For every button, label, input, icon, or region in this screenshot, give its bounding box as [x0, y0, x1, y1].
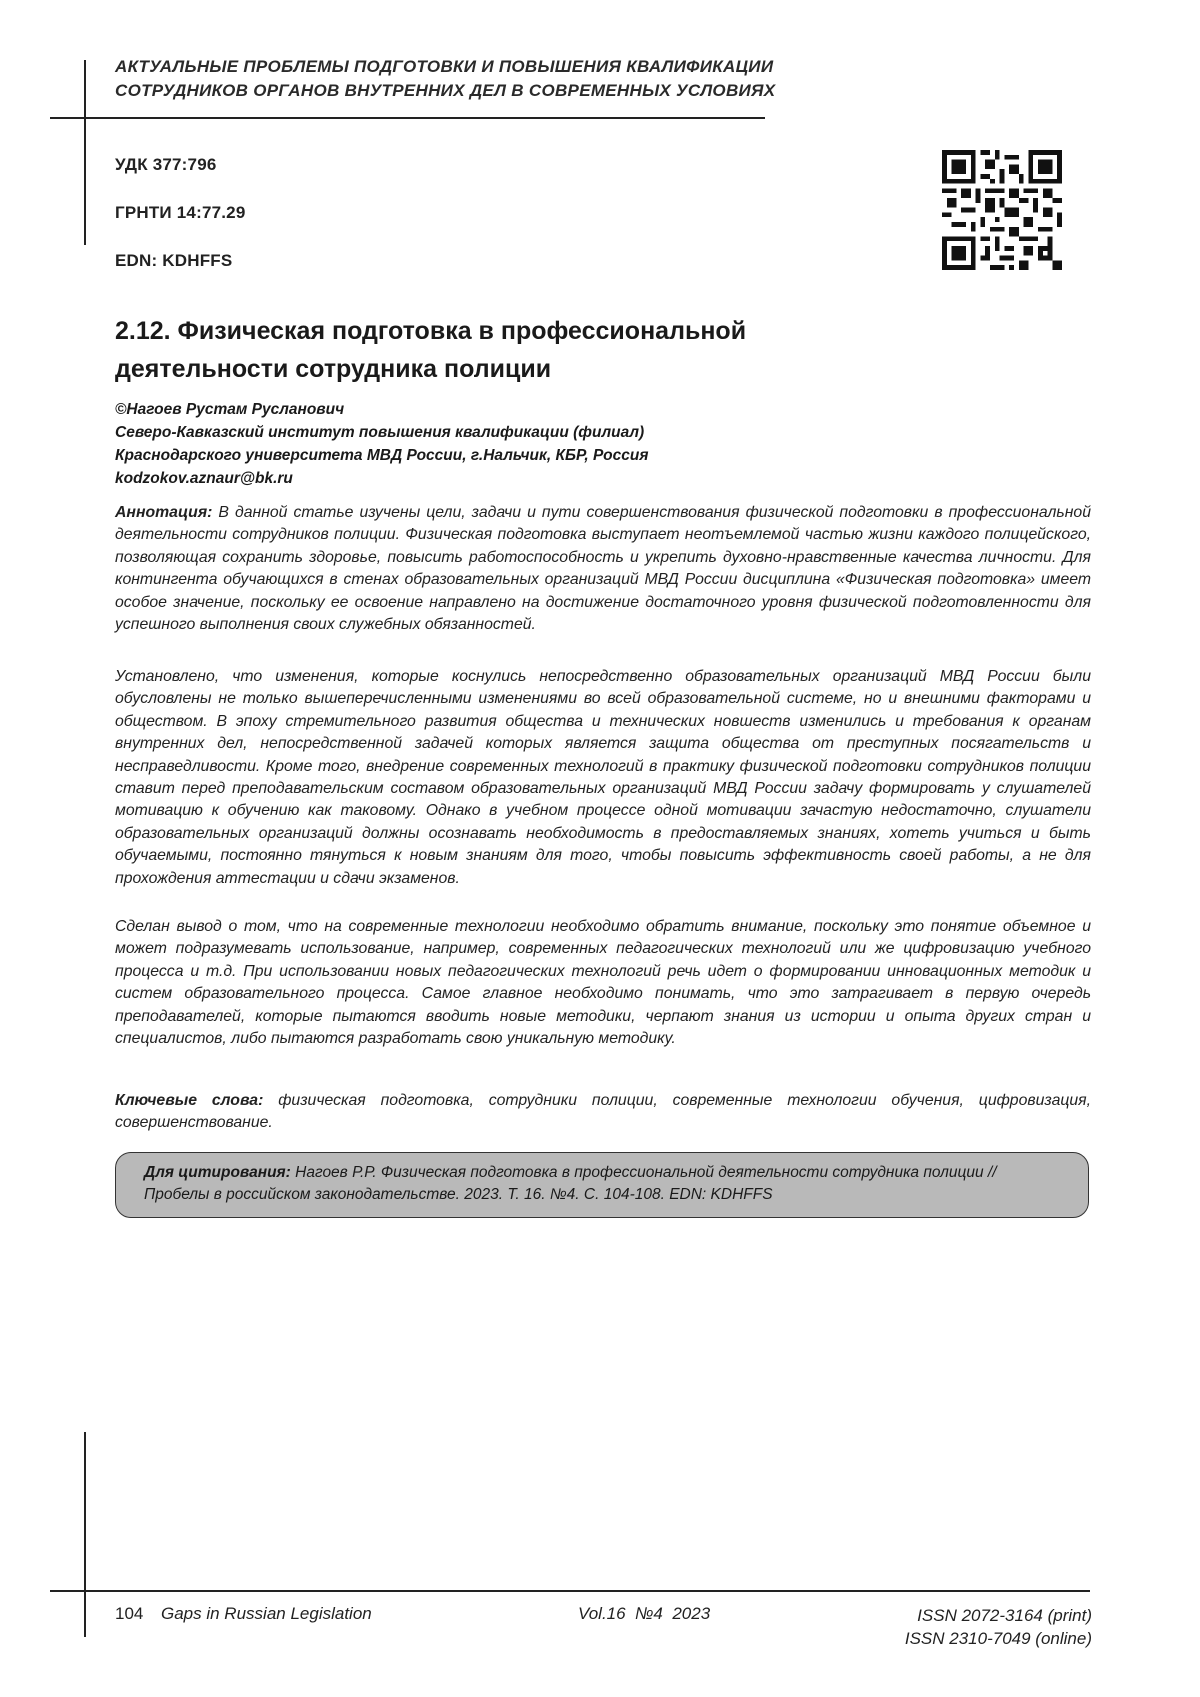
- abstract-label: Аннотация:: [115, 504, 213, 521]
- abstract-paragraph-3: [115, 916, 1091, 1050]
- author-email: kodzokov.aznaur@bk.ru: [115, 470, 293, 487]
- edn-code: EDN: KDHFFS: [115, 251, 233, 270]
- running-header-line1: АКТУАЛЬНЫЕ ПРОБЛЕМЫ ПОДГОТОВКИ И ПОВЫШЕНИЯ КВАЛИФИКАЦИИ: [115, 57, 774, 76]
- article-title-line2: деятельности сотрудника полиции: [115, 355, 552, 383]
- udk-code: УДК 377:796: [115, 155, 217, 174]
- abstract-paragraph-2: [115, 666, 1091, 890]
- author-affiliation-line2: Краснодарского университета МВД России, г.Нальчик, КБР, Россия: [115, 447, 649, 464]
- article-title-line1: 2.12. Физическая подготовка в профессиональной: [115, 317, 747, 345]
- citation-box: [115, 1152, 1089, 1218]
- citation-text: Нагоев Р.Р. Физическая подготовка в профессиональной деятельности сотрудника полиции // Пробелы в российском законодательстве. 2023. Т. 16. №4. С. 104-108. EDN: KDHFFS: [144, 1164, 997, 1203]
- running-header: [115, 55, 875, 103]
- running-header-line2: СОТРУДНИКОВ ОРГАНОВ ВНУТРЕННИХ ДЕЛ В СОВРЕМЕННЫХ УСЛОВИЯХ: [115, 81, 776, 100]
- footer-horizontal-rule: [50, 1590, 1090, 1592]
- keywords-label: Ключевые слова:: [115, 1092, 264, 1109]
- footer-vertical-rule: [84, 1432, 86, 1637]
- footer-issn: [840, 1604, 1092, 1650]
- header-vertical-rule: [84, 60, 86, 245]
- author-affiliation-line1: Северо-Кавказский институт повышения квалификации (филиал): [115, 424, 645, 441]
- author-name: ©Нагоев Рустам Русланович: [115, 401, 345, 418]
- abstract-text-3: Сделан вывод о том, что на современные технологии необходимо обратить внимание, поскольку это понятие объемное и может подразумевать использование, например, современных педагогических технологий или же цифровизацию учебного процесса и т.д. При использовании новых педагогических технологий речь идет о формировании инновационных методик и систем образовательного процесса. Самое главное необходимо понимать, что это затрагивает в первую очередь преподавателей, которые пытаются вводить новые методики, черпают знания из истории и опыта других стран и специалистов, либо пытаются разработать свою уникальную методику.: [115, 918, 1091, 1048]
- keywords: [115, 1090, 1091, 1135]
- footer-volume: Vol.16 №4 2023: [578, 1604, 711, 1623]
- qr-code: [942, 150, 1062, 270]
- author-block: [115, 398, 915, 490]
- citation-label: Для цитирования:: [144, 1164, 291, 1181]
- article-title: [115, 312, 815, 388]
- abstract-text-1: В данной статье изучены цели, задачи и пути совершенствования физической подготовки в профессиональной деятельности сотрудников полиции. Физическая подготовка выступает неотъемлемой частью жизни каждого полицейского, позволяющая сохранить здоровье, повысить работоспособность и укрепить духовно-нравственные качества личности. Для контингента обучающихся в стенах образовательных организаций МВД России дисциплина «Физическая подготовка» имеет особое значение, поскольку ее освоение направлено на достижение достаточного уровня физической подготовленности для успешного выполнения своих служебных обязанностей.: [115, 504, 1091, 634]
- footer-journal-name: Gaps in Russian Legislation: [161, 1604, 372, 1623]
- abstract-paragraph-1: [115, 502, 1091, 636]
- keywords-text: физическая подготовка, сотрудники полиции, современные технологии обучения, цифровизация, совершенствование.: [115, 1092, 1092, 1132]
- footer-issn-online: ISSN 2310-7049 (online): [904, 1629, 1092, 1648]
- footer-page-number: 104: [115, 1604, 144, 1623]
- footer-issn-print: ISSN 2072-3164 (print): [917, 1606, 1092, 1625]
- abstract-text-2: Установлено, что изменения, которые коснулись непосредственно образовательных организаций МВД России были обусловлены не только вышеперечисленными изменениями во всей образовательной системе, но и внешними факторами и обществом. В эпоху стремительного развития общества и технических новшеств изменились и требования к органам внутренних дел, непосредственной задачей которых является защита общества от преступных посягательств и несправедливости. Кроме того, внедрение современных технологий в практику физической подготовки сотрудников полиции ставит перед преподавательским составом образовательных организаций МВД России задачу формировать у слушателей мотивацию к обучению как таковому. Однако в учебном процессе одной мотивации зачастую недостаточно, слушатели образовательных организаций должны осознавать необходимость в предоставляемых знаниях, хотеть учиться и быть обучаемыми, постоянно тянуться к новым знаниям для того, чтобы повысить эффективность своей работы, а не для прохождения аттестации и сдачи экзаменов.: [115, 668, 1091, 887]
- header-horizontal-rule: [50, 117, 765, 119]
- grnti-code: ГРНТИ 14:77.29: [115, 203, 246, 222]
